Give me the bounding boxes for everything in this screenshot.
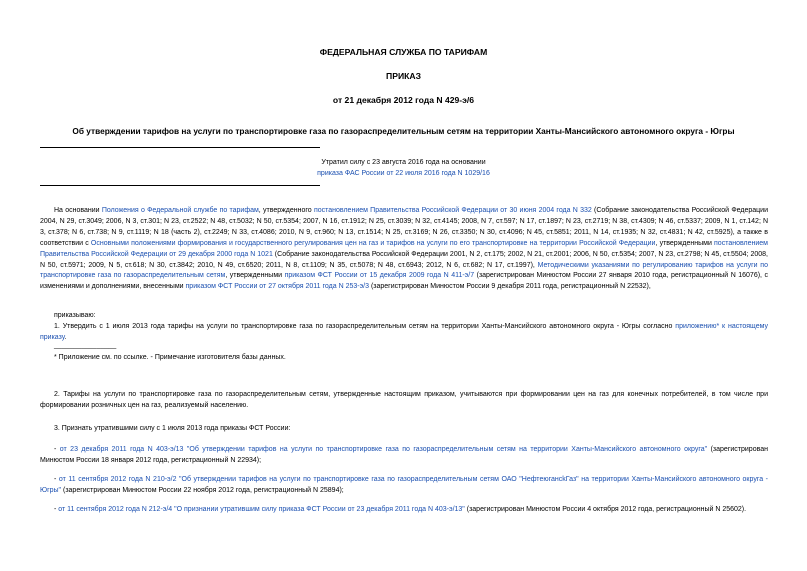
preamble-text: На основании (54, 207, 102, 214)
preamble-text: (Собрание законодательства Российской Федерации 2004, N 29, ст.3049; 2006, N 3, ст.301; N 23, ст.2522; N 48, ст.5032; N 50, ст.5354; 2007, N 16, ст.1912; N 25, ст.3039; N 32, ст.4145; 2008, N 7, ст.597; N 17, ст.1897; N 23, ст.2719; N 38, ст.4309; N 46, ст.5337; 2009, N 1, ст.142; N 3, ст.378; N 6, ст.738; N 9, ст.1119; N 18 (часть 2), ст.2249; N 33, ст.4086; 2010, N 9, ст.960; N 13, ст.1514; N 25, ст.3169; N 26, ст.3350; N 30, ст.4096; N 45, ст.5851; 2011, N 14, ст.1935; N 32, ст.4831; N 42, ст.5925), а также в соответствии с (40, 207, 768, 247)
repealed-item-rest: (зарегистрирован Минюстом России 4 октября 2012 года, регистрационный N 25602). (464, 506, 747, 513)
repealed-order-212-link[interactable]: от 11 сентября 2012 года N 212-э/4 "О признании утратившим силу приказа ФСТ России от 23 декабря 2011 года N 403-э/13" (58, 506, 465, 513)
preamble-text: , утвержденными (225, 272, 285, 280)
repeal-order-link[interactable]: приказа ФАС России от 22 июля 2016 года N 1029/16 (317, 169, 490, 177)
fst-order-253-link[interactable]: приказом ФСТ России от 27 октября 2011 года N 253-э/3 (185, 283, 369, 291)
list-dash: - (54, 476, 59, 483)
basic-provisions-link[interactable]: Основными положениями формирования и государственного регулирования цен на газ и тарифов на услуги по его транспортировке на территории Российской Федерации (90, 239, 656, 247)
agency-heading: ФЕДЕРАЛЬНАЯ СЛУЖБА ПО ТАРИФАМ (319, 47, 488, 57)
item-1-paragraph (40, 322, 768, 344)
repealed-item-3 (40, 505, 768, 516)
fst-order-411-link[interactable]: приказом ФСТ России от 15 декабря 2009 года N 411-э/7 (284, 272, 475, 280)
preamble-text: , утвержденными (655, 239, 715, 247)
status-line-1: Утратил силу с 23 августа 2016 года на основании (321, 159, 486, 166)
item-1-text: 1. Утвердить с 1 июля 2013 года тарифы на услуги по транспортировке газа по газораспределительным сетям на территории Ханты-Мансийского автономного округа - Югры согласно (54, 323, 676, 330)
preamble-text: (Собрание законодательства Российской Федерации 2001, N 2, ст.175; 2002, N 21, ст.2001; 2006, N 50, ст.5354; 2007, N 23, ст.2798; N 45, ст.5504; 2008, N 50, ст.5971; 2009, N 5, ст.618; N 30, ст.3842; 2010, N 49, ст.6520; 2011, N 8, ст.1109; N 35, ст.5078; N 48, ст.6943; 2012, N 6, ст.682; N 17, ст.1997), (40, 250, 768, 269)
preamble-text: , утвержденного (258, 207, 314, 214)
repealed-item-1 (40, 445, 768, 467)
doc-type-heading: ПРИКАЗ (386, 71, 421, 81)
item-3-text: 3. Признать утратившими силу с 1 июля 2013 года приказы ФСТ России: (54, 425, 291, 432)
separator-top (40, 147, 320, 148)
preamble-text: (зарегистрирован Минюстом России 27 января 2010 года, регистрационный N 16076), с изменениями и дополнениями, внесенными (40, 272, 768, 291)
footnote-text: * Приложение см. по ссылке. - Примечание изготовителя базы данных. (54, 354, 286, 361)
list-dash: - (54, 506, 59, 513)
order-word: приказываю: (54, 312, 96, 319)
doc-date-number: от 21 декабря 2012 года N 429-э/6 (332, 95, 475, 105)
repealed-item-rest: (зарегистрирован Минюстом России 18 января 2012 года, регистрационный N 22934); (40, 446, 768, 464)
repealed-item-rest: (зарегистрирован Минюстом России 22 ноября 2012 года, регистрационный N 25894); (61, 486, 344, 494)
repealed-item-2 (40, 475, 768, 497)
footnote-rule: ________________ (54, 342, 117, 349)
appendix-link[interactable]: приложению* к настоящему приказу (40, 323, 768, 341)
list-dash: - (54, 446, 60, 453)
methodical-guidelines-link[interactable]: Методическими указаниями по регулированию тарифов на услуги по транспортировке газа по газораспределительным сетям (40, 261, 768, 280)
item-1-end: . (64, 333, 67, 341)
page-title: Об утверждении тарифов на услуги по транспортировке газа по газораспределительным сетям на территории Ханты-Мансийского автономного округа - Югры (72, 126, 735, 136)
fst-regulation-link[interactable]: Положения о Федеральной службе по тарифам (101, 207, 259, 214)
status-note (0, 158, 807, 180)
government-decree-332-link[interactable]: постановлением Правительства Российской Федерации от 30 июня 2004 года N 332 (313, 207, 592, 214)
separator-bottom (40, 185, 320, 186)
government-decree-1021-link[interactable]: постановлением Правительства Российской Федерации от 29 декабря 2000 года N 1021 (40, 239, 768, 258)
preamble-text: (зарегистрирован Минюстом России 9 декабря 2011 года, регистрационный N 22532), (369, 283, 651, 291)
repealed-order-210-link[interactable]: от 11 сентября 2012 года N 210-э/2 "Об утверждении тарифов на услуги по транспортировке газа по газораспределительным сетям ОАО "НефтеюгансkГаз" на территории Ханты-Мансийского автономного округа - Югры" (40, 476, 768, 494)
repealed-order-403-link[interactable]: от 23 декабря 2011 года N 403-э/13 "Об утверждении тарифов на услуги по транспортировке газа по газораспределительным сетям на территории Ханты-Мансийского автономного округа" (59, 446, 708, 453)
item-2-paragraph: 2. Тарифы на услуги по транспортировке газа по газораспределительным сетям, утвержденные настоящим приказом, учитываются при формировании цен на газ для конечных потребителей, в том числе при формировании розничных цен на газ, реализуемый населению. (40, 391, 768, 409)
preamble-paragraph (40, 206, 768, 293)
